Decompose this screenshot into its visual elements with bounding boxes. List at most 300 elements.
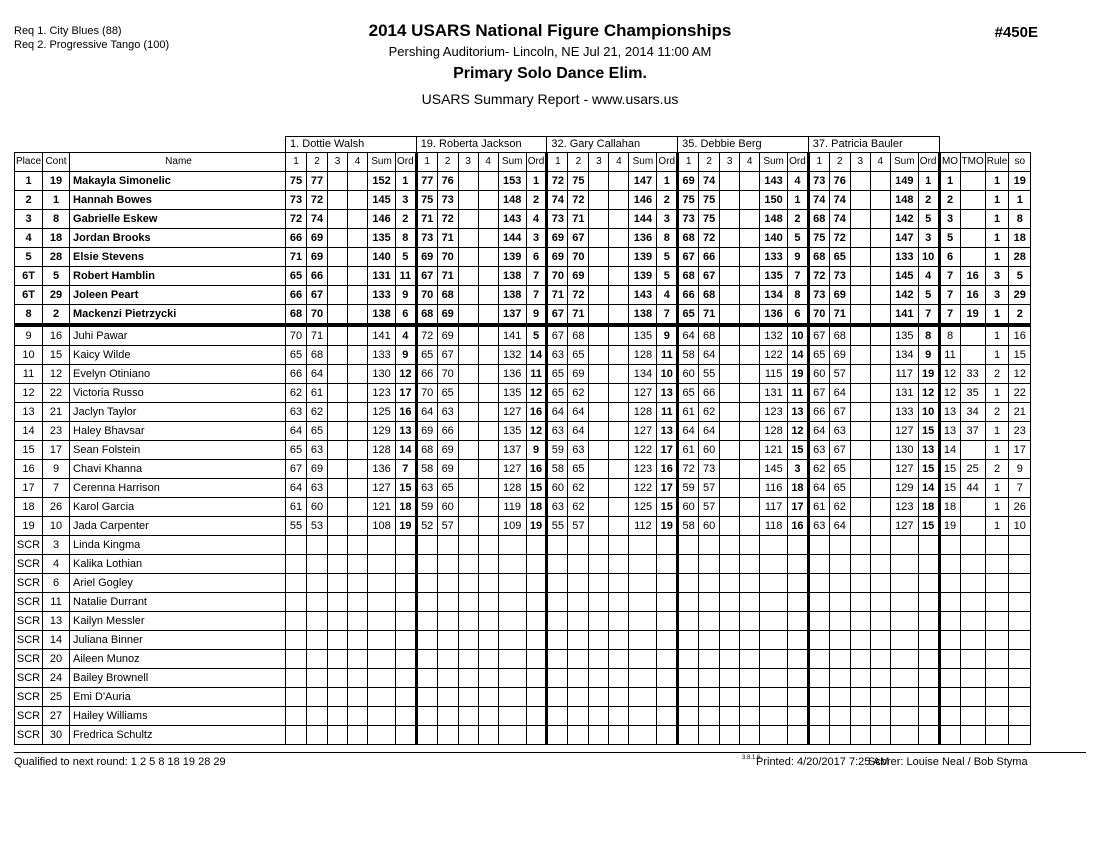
- cell-tmo: [960, 555, 985, 574]
- cell-so: 15: [1009, 346, 1031, 365]
- cell-judge3-score1: 63: [547, 498, 568, 517]
- cell-judge2-score1: [416, 669, 437, 688]
- cell-judge4-score1: 61: [678, 441, 699, 460]
- cell-judge4-score4: [740, 555, 760, 574]
- cell-judge2-score1: 68: [416, 441, 437, 460]
- cell-judge5-score3: [850, 346, 870, 365]
- cell-judge5-score4: [870, 248, 890, 267]
- cell-judge3-score2: [568, 688, 589, 707]
- cell-judge2-sum: 139: [498, 248, 526, 267]
- col-header-name: Name: [70, 153, 286, 172]
- col-header-judge4-ord: Ord: [788, 153, 809, 172]
- cell-judge4-sum: 133: [760, 248, 788, 267]
- cell-judge4-score4: [740, 707, 760, 726]
- cell-judge3-score3: [589, 191, 609, 210]
- col-header-mo: MO: [939, 153, 960, 172]
- cell-judge3-score4: [609, 726, 629, 745]
- cell-judge1-score2: [307, 555, 328, 574]
- cell-judge2-sum: [498, 650, 526, 669]
- table-row: [15, 210, 1031, 229]
- cell-judge2-score2: 76: [437, 172, 458, 191]
- cell-judge4-score1: [678, 707, 699, 726]
- cell-judge1-score2: 65: [307, 422, 328, 441]
- cell-judge5-sum: 148: [890, 191, 918, 210]
- cell-judge3-score4: [609, 441, 629, 460]
- cell-judge5-score2: 57: [829, 365, 850, 384]
- cell-judge1-score1: [286, 688, 307, 707]
- cell-judge1-score4: [348, 191, 368, 210]
- cell-judge5-score2: 63: [829, 422, 850, 441]
- cell-judge4-sum: 150: [760, 191, 788, 210]
- cell-judge2-score3: [458, 365, 478, 384]
- cell-judge2-score4: [478, 365, 498, 384]
- cell-judge2-score3: [458, 325, 478, 346]
- cell-judge1-score2: 66: [307, 267, 328, 286]
- cell-judge1-ordinal: 15: [396, 479, 417, 498]
- cell-judge2-sum: 138: [498, 286, 526, 305]
- cell-judge4-sum: 121: [760, 441, 788, 460]
- cell-judge2-sum: 128: [498, 479, 526, 498]
- cell-tmo: 44: [960, 479, 985, 498]
- cell-judge4-score2: 57: [699, 479, 720, 498]
- cell-judge1-score2: 64: [307, 365, 328, 384]
- cell-so: [1009, 669, 1031, 688]
- cell-judge2-sum: 127: [498, 460, 526, 479]
- cell-mo: 13: [939, 403, 960, 422]
- cell-judge2-score1: [416, 688, 437, 707]
- cell-judge4-ordinal: [788, 688, 809, 707]
- cell-judge3-sum: 143: [629, 286, 657, 305]
- cell-judge3-score2: [568, 650, 589, 669]
- cell-skater-name: Jordan Brooks: [70, 229, 286, 248]
- cell-judge4-score2: [699, 650, 720, 669]
- cell-judge3-score3: [589, 460, 609, 479]
- cell-judge1-score2: [307, 612, 328, 631]
- cell-judge4-ordinal: 2: [788, 210, 809, 229]
- cell-contestant-number: 24: [43, 669, 70, 688]
- cell-judge1-ordinal: 12: [396, 365, 417, 384]
- cell-judge4-sum: [760, 688, 788, 707]
- cell-so: [1009, 536, 1031, 555]
- cell-judge2-score1: 72: [416, 325, 437, 346]
- cell-judge3-sum: 136: [629, 229, 657, 248]
- cell-judge1-score2: 62: [307, 403, 328, 422]
- cell-judge5-score3: [850, 267, 870, 286]
- cell-judge3-score4: [609, 325, 629, 346]
- cell-judge4-score3: [720, 286, 740, 305]
- cell-judge3-score2: 72: [568, 191, 589, 210]
- cell-judge1-ordinal: 9: [396, 346, 417, 365]
- cell-judge2-score1: [416, 593, 437, 612]
- cell-judge4-score2: 60: [699, 441, 720, 460]
- cell-tmo: [960, 346, 985, 365]
- cell-judge4-score4: [740, 305, 760, 326]
- cell-judge4-score2: 55: [699, 365, 720, 384]
- cell-judge1-score3: [328, 669, 348, 688]
- cell-judge1-score3: [328, 325, 348, 346]
- report-footer: [0, 756, 1100, 776]
- cell-contestant-number: 3: [43, 536, 70, 555]
- cell-judge2-sum: [498, 555, 526, 574]
- cell-judge3-sum: 144: [629, 210, 657, 229]
- cell-judge5-ordinal: 1: [918, 172, 939, 191]
- cell-mo: 14: [939, 441, 960, 460]
- cell-judge3-score1: 72: [547, 172, 568, 191]
- cell-judge3-score2: 75: [568, 172, 589, 191]
- cell-judge3-score2: 62: [568, 384, 589, 403]
- cell-judge2-sum: 136: [498, 365, 526, 384]
- cell-judge1-sum: 152: [368, 172, 396, 191]
- cell-judge3-score3: [589, 267, 609, 286]
- cell-judge4-score1: [678, 669, 699, 688]
- table-row: [15, 612, 1031, 631]
- cell-mo: 7: [939, 267, 960, 286]
- cell-judge2-ordinal: [526, 688, 547, 707]
- cell-judge5-score4: [870, 688, 890, 707]
- cell-judge2-score3: [458, 346, 478, 365]
- cell-judge3-score3: [589, 365, 609, 384]
- col-header-judge2-sum: Sum: [498, 153, 526, 172]
- cell-skater-name: Kalika Lothian: [70, 555, 286, 574]
- table-row: [15, 248, 1031, 267]
- cell-contestant-number: 11: [43, 593, 70, 612]
- cell-judge3-score3: [589, 631, 609, 650]
- cell-judge1-score4: [348, 593, 368, 612]
- cell-judge3-score3: [589, 593, 609, 612]
- cell-judge5-score3: [850, 229, 870, 248]
- cell-judge5-score4: [870, 191, 890, 210]
- cell-judge1-sum: [368, 707, 396, 726]
- cell-tmo: [960, 536, 985, 555]
- cell-judge1-score3: [328, 346, 348, 365]
- cell-tmo: [960, 517, 985, 536]
- cell-judge5-score1: [808, 726, 829, 745]
- cell-rule: 3: [985, 286, 1009, 305]
- cell-judge5-ordinal: [918, 688, 939, 707]
- cell-judge1-score1: [286, 631, 307, 650]
- cell-place: 8: [15, 305, 43, 326]
- cell-judge5-sum: [890, 631, 918, 650]
- cell-tmo: [960, 650, 985, 669]
- cell-judge5-score4: [870, 650, 890, 669]
- cell-judge4-score2: 68: [699, 286, 720, 305]
- cell-judge3-score3: [589, 325, 609, 346]
- cell-judge5-score4: [870, 498, 890, 517]
- cell-contestant-number: 29: [43, 286, 70, 305]
- cell-judge2-score3: [458, 536, 478, 555]
- cell-judge5-score4: [870, 325, 890, 346]
- cell-judge2-sum: 127: [498, 403, 526, 422]
- cell-judge2-score2: 66: [437, 422, 458, 441]
- cell-judge5-ordinal: [918, 707, 939, 726]
- cell-judge1-score3: [328, 612, 348, 631]
- cell-judge1-score1: 66: [286, 365, 307, 384]
- cell-judge4-score3: [720, 346, 740, 365]
- cell-judge2-score2: [437, 650, 458, 669]
- cell-judge5-score1: 70: [808, 305, 829, 326]
- cell-judge2-score1: 67: [416, 267, 437, 286]
- judge-2-header: 19. Roberta Jackson: [416, 137, 547, 153]
- cell-judge2-score1: 59: [416, 498, 437, 517]
- cell-judge3-score3: [589, 669, 609, 688]
- table-row: [15, 555, 1031, 574]
- cell-judge2-score2: 73: [437, 191, 458, 210]
- cell-place: 3: [15, 210, 43, 229]
- cell-judge2-score1: [416, 631, 437, 650]
- page-title: 2014 USARS National Figure Championships: [368, 21, 732, 40]
- cell-judge5-score3: [850, 325, 870, 346]
- cell-judge3-score2: 72: [568, 286, 589, 305]
- cell-tmo: [960, 229, 985, 248]
- table-row: [15, 346, 1031, 365]
- cell-judge4-score3: [720, 536, 740, 555]
- cell-judge5-sum: [890, 650, 918, 669]
- cell-rule: [985, 536, 1009, 555]
- cell-judge3-sum: 128: [629, 403, 657, 422]
- cell-judge5-score4: [870, 631, 890, 650]
- cell-judge5-sum: 145: [890, 267, 918, 286]
- cell-tmo: [960, 669, 985, 688]
- cell-judge5-sum: 133: [890, 403, 918, 422]
- cell-so: [1009, 726, 1031, 745]
- cell-judge4-score1: [678, 536, 699, 555]
- cell-judge2-score2: 63: [437, 403, 458, 422]
- cell-judge1-ordinal: 19: [396, 517, 417, 536]
- cell-judge1-score4: [348, 365, 368, 384]
- cell-judge3-score3: [589, 707, 609, 726]
- cell-judge2-score1: 75: [416, 191, 437, 210]
- cell-judge1-ordinal: 11: [396, 267, 417, 286]
- cell-judge5-score1: 63: [808, 517, 829, 536]
- cell-judge4-ordinal: 4: [788, 172, 809, 191]
- cell-judge2-score3: [458, 688, 478, 707]
- cell-judge5-score2: 76: [829, 172, 850, 191]
- cell-skater-name: Evelyn Otiniano: [70, 365, 286, 384]
- cell-tmo: [960, 574, 985, 593]
- cell-judge1-score2: 68: [307, 346, 328, 365]
- cell-judge4-score1: 60: [678, 365, 699, 384]
- cell-judge1-ordinal: 17: [396, 384, 417, 403]
- cell-judge3-score2: [568, 593, 589, 612]
- cell-judge1-sum: 136: [368, 460, 396, 479]
- cell-judge2-ordinal: 14: [526, 346, 547, 365]
- table-row: [15, 305, 1031, 326]
- cell-judge4-score4: [740, 403, 760, 422]
- cell-contestant-number: 5: [43, 267, 70, 286]
- cell-judge1-ordinal: [396, 650, 417, 669]
- cell-so: [1009, 631, 1031, 650]
- cell-skater-name: Juhi Pawar: [70, 325, 286, 346]
- cell-judge1-score2: [307, 574, 328, 593]
- cell-judge1-score2: 69: [307, 248, 328, 267]
- cell-judge4-score2: [699, 593, 720, 612]
- event-code: #450E: [994, 24, 1038, 41]
- cell-judge3-score3: [589, 650, 609, 669]
- cell-judge5-ordinal: 13: [918, 441, 939, 460]
- cell-judge1-score4: [348, 669, 368, 688]
- cell-so: 10: [1009, 517, 1031, 536]
- cell-judge2-score2: [437, 555, 458, 574]
- cell-judge2-score3: [458, 707, 478, 726]
- cell-mo: [939, 612, 960, 631]
- cell-judge5-score4: [870, 536, 890, 555]
- cell-judge4-score2: [699, 555, 720, 574]
- cell-judge5-score2: [829, 650, 850, 669]
- cell-judge3-ordinal: 15: [657, 498, 678, 517]
- cell-so: 8: [1009, 210, 1031, 229]
- cell-rule: 1: [985, 229, 1009, 248]
- cell-contestant-number: 4: [43, 555, 70, 574]
- cell-place: SCR: [15, 593, 43, 612]
- cell-judge3-ordinal: 4: [657, 286, 678, 305]
- cell-judge1-score1: [286, 726, 307, 745]
- cell-rule: 3: [985, 267, 1009, 286]
- cell-judge1-score4: [348, 286, 368, 305]
- cell-judge3-score4: [609, 191, 629, 210]
- cell-judge5-score1: 61: [808, 498, 829, 517]
- cell-judge3-score3: [589, 229, 609, 248]
- cell-judge3-ordinal: 1: [657, 172, 678, 191]
- cell-judge1-ordinal: 6: [396, 305, 417, 326]
- cell-place: 13: [15, 403, 43, 422]
- column-header-row: [15, 153, 1031, 172]
- cell-judge5-score2: [829, 707, 850, 726]
- cell-judge3-sum: 139: [629, 267, 657, 286]
- cell-judge4-score3: [720, 555, 740, 574]
- cell-judge4-score2: 68: [699, 325, 720, 346]
- col-header-judge2-ord: Ord: [526, 153, 547, 172]
- cell-judge3-score1: 69: [547, 248, 568, 267]
- cell-rule: [985, 650, 1009, 669]
- cell-judge5-score4: [870, 726, 890, 745]
- cell-judge1-score1: [286, 555, 307, 574]
- cell-judge1-score4: [348, 267, 368, 286]
- cell-judge3-sum: 134: [629, 365, 657, 384]
- cell-so: 26: [1009, 498, 1031, 517]
- cell-judge2-score4: [478, 403, 498, 422]
- cell-skater-name: Gabrielle Eskew: [70, 210, 286, 229]
- cell-judge2-score3: [458, 726, 478, 745]
- cell-judge5-sum: 142: [890, 286, 918, 305]
- cell-judge1-score2: [307, 688, 328, 707]
- cell-so: 16: [1009, 325, 1031, 346]
- report-type-line: USARS Summary Report - www.usars.us: [421, 91, 679, 107]
- cell-judge5-score2: [829, 536, 850, 555]
- cell-judge5-score3: [850, 536, 870, 555]
- cell-skater-name: Sean Folstein: [70, 441, 286, 460]
- cell-judge4-sum: 132: [760, 325, 788, 346]
- cell-so: [1009, 650, 1031, 669]
- cell-judge4-score3: [720, 191, 740, 210]
- col-header-judge4-sum: Sum: [760, 153, 788, 172]
- cell-judge4-score2: 62: [699, 403, 720, 422]
- cell-judge2-score3: [458, 422, 478, 441]
- cell-judge3-ordinal: 5: [657, 267, 678, 286]
- cell-judge4-sum: [760, 650, 788, 669]
- cell-judge1-score4: [348, 574, 368, 593]
- cell-judge3-score1: 67: [547, 305, 568, 326]
- cell-judge3-score1: 63: [547, 422, 568, 441]
- cell-judge2-score4: [478, 286, 498, 305]
- judge-header-row: [15, 137, 1031, 153]
- cell-judge1-score4: [348, 612, 368, 631]
- cell-judge2-score2: 69: [437, 441, 458, 460]
- cell-judge1-ordinal: [396, 536, 417, 555]
- cell-mo: 6: [939, 248, 960, 267]
- cell-judge4-score1: 67: [678, 248, 699, 267]
- col-header-judge5-2: 2: [829, 153, 850, 172]
- cell-judge1-sum: 140: [368, 248, 396, 267]
- cell-judge5-score1: 66: [808, 403, 829, 422]
- cell-judge3-score3: [589, 726, 609, 745]
- cell-judge1-score3: [328, 479, 348, 498]
- cell-judge1-score3: [328, 229, 348, 248]
- cell-judge1-score2: 74: [307, 210, 328, 229]
- cell-judge1-ordinal: 2: [396, 210, 417, 229]
- cell-judge2-ordinal: 7: [526, 267, 547, 286]
- cell-mo: 15: [939, 479, 960, 498]
- cell-judge3-ordinal: [657, 688, 678, 707]
- cell-so: 9: [1009, 460, 1031, 479]
- col-header-judge1-4: 4: [348, 153, 368, 172]
- cell-judge3-sum: [629, 574, 657, 593]
- req-2-label: Req 2. Progressive Tango (100): [14, 39, 170, 51]
- cell-place: 17: [15, 479, 43, 498]
- cell-judge2-score2: 70: [437, 365, 458, 384]
- cell-judge4-ordinal: 15: [788, 441, 809, 460]
- cell-judge2-score1: 68: [416, 305, 437, 326]
- cell-judge4-ordinal: [788, 574, 809, 593]
- cell-place: 6T: [15, 267, 43, 286]
- cell-judge4-score3: [720, 210, 740, 229]
- cell-contestant-number: 7: [43, 479, 70, 498]
- cell-judge4-score3: [720, 305, 740, 326]
- cell-judge1-score2: 61: [307, 384, 328, 403]
- cell-judge5-score4: [870, 593, 890, 612]
- cell-judge3-score1: [547, 612, 568, 631]
- cell-judge2-score3: [458, 460, 478, 479]
- cell-judge5-score3: [850, 631, 870, 650]
- cell-judge1-score1: [286, 536, 307, 555]
- cell-judge4-score3: [720, 631, 740, 650]
- cell-judge2-sum: 132: [498, 346, 526, 365]
- cell-judge3-sum: 128: [629, 346, 657, 365]
- cell-judge3-score1: 55: [547, 517, 568, 536]
- cell-judge1-ordinal: [396, 688, 417, 707]
- cell-judge1-score2: 71: [307, 325, 328, 346]
- cell-judge3-score4: [609, 384, 629, 403]
- cell-judge4-score2: 74: [699, 172, 720, 191]
- cell-judge2-sum: 135: [498, 384, 526, 403]
- cell-judge3-score4: [609, 460, 629, 479]
- col-header-judge4-1: 1: [678, 153, 699, 172]
- cell-judge3-ordinal: 11: [657, 346, 678, 365]
- cell-judge5-score4: [870, 479, 890, 498]
- cell-judge2-sum: 143: [498, 210, 526, 229]
- cell-judge2-sum: [498, 593, 526, 612]
- cell-judge1-sum: 127: [368, 479, 396, 498]
- cell-judge5-score1: [808, 650, 829, 669]
- cell-mo: 11: [939, 346, 960, 365]
- cell-rule: [985, 707, 1009, 726]
- cell-judge5-score3: [850, 384, 870, 403]
- cell-skater-name: Fredrica Schultz: [70, 726, 286, 745]
- cell-judge5-sum: 127: [890, 460, 918, 479]
- cell-judge4-sum: 143: [760, 172, 788, 191]
- cell-judge3-ordinal: [657, 612, 678, 631]
- cell-judge4-score3: [720, 726, 740, 745]
- cell-judge1-score1: 61: [286, 498, 307, 517]
